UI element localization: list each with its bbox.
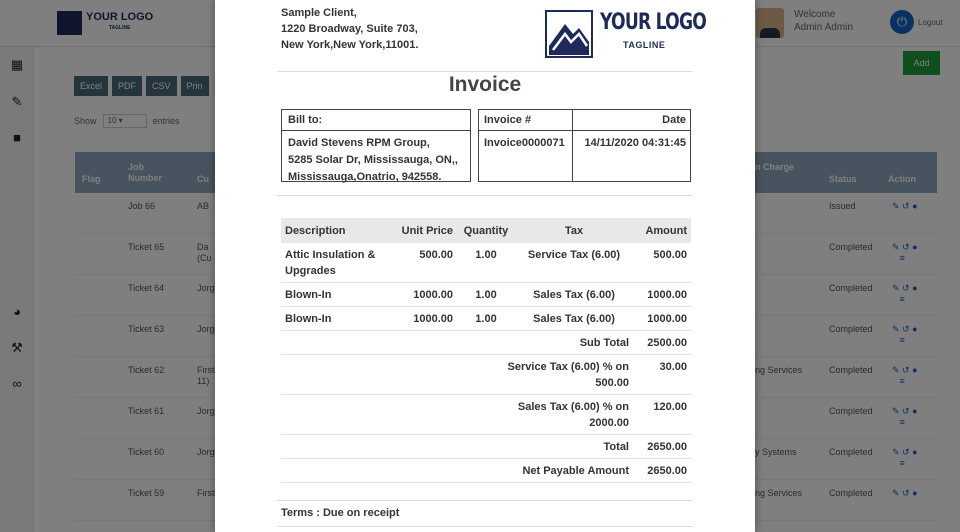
payment-terms: Terms : Due on receipt bbox=[281, 507, 400, 519]
item-unit-price: 500.00 bbox=[391, 243, 457, 283]
item-description: Attic Insulation & Upgrades bbox=[281, 243, 391, 283]
mountain-logo-icon bbox=[545, 10, 593, 58]
totals-row bbox=[281, 459, 691, 483]
invoice-number-label: Invoice # bbox=[484, 114, 532, 126]
item-amount: 1000.00 bbox=[633, 307, 691, 331]
invoice-title: Invoice bbox=[448, 73, 522, 96]
bill-to-line: 5285 Solar Dr, Mississauga, ON,, bbox=[288, 154, 458, 166]
col-amount: Amount bbox=[633, 218, 691, 243]
service-tax-label: Service Tax (6.00) % on 500.00 bbox=[457, 355, 633, 395]
service-tax-value: 30.00 bbox=[633, 355, 691, 395]
col-unit-price: Unit Price bbox=[391, 218, 457, 243]
bill-to-line: David Stevens RPM Group, bbox=[288, 137, 430, 149]
invoice-logo bbox=[545, 10, 707, 62]
item-amount: 1000.00 bbox=[633, 283, 691, 307]
sender-line: New York,New York,11001. bbox=[281, 39, 419, 51]
line-items-table bbox=[281, 218, 691, 483]
subtotal-value: 2500.00 bbox=[633, 331, 691, 355]
table-row bbox=[281, 243, 691, 283]
bill-to-heading: Bill to: bbox=[282, 110, 470, 131]
item-unit-price: 1000.00 bbox=[391, 283, 457, 307]
sender-address bbox=[281, 5, 418, 53]
table-row bbox=[281, 307, 691, 331]
invoice-document bbox=[277, 0, 707, 532]
logo-name: YOUR LOGO bbox=[600, 10, 707, 35]
invoice-modal bbox=[215, 0, 755, 532]
item-quantity: 1.00 bbox=[457, 283, 515, 307]
item-tax: Service Tax (6.00) bbox=[515, 243, 633, 283]
col-quantity: Quantity bbox=[457, 218, 515, 243]
invoice-info-box bbox=[478, 109, 691, 182]
net-payable-label: Net Payable Amount bbox=[457, 459, 633, 483]
divider bbox=[277, 526, 693, 527]
col-tax: Tax bbox=[515, 218, 633, 243]
net-payable-value: 2650.00 bbox=[633, 459, 691, 483]
invoice-date: 14/11/2020 04:31:45 bbox=[584, 137, 686, 149]
bill-to-line: Mississauga,Onatrio, 942558. bbox=[288, 171, 442, 183]
sales-tax-value: 120.00 bbox=[633, 395, 691, 435]
subtotal-label: Sub Total bbox=[457, 331, 633, 355]
totals-row bbox=[281, 395, 691, 435]
column-divider bbox=[572, 110, 573, 181]
totals-row bbox=[281, 435, 691, 459]
table-row bbox=[281, 283, 691, 307]
table-header-row bbox=[281, 218, 691, 243]
item-amount: 500.00 bbox=[633, 243, 691, 283]
item-unit-price: 1000.00 bbox=[391, 307, 457, 331]
sales-tax-label: Sales Tax (6.00) % on 2000.00 bbox=[457, 395, 633, 435]
item-quantity: 1.00 bbox=[457, 243, 515, 283]
total-label: Total bbox=[457, 435, 633, 459]
divider bbox=[277, 195, 693, 196]
item-tax: Sales Tax (6.00) bbox=[515, 283, 633, 307]
item-tax: Sales Tax (6.00) bbox=[515, 307, 633, 331]
col-description: Description bbox=[281, 218, 391, 243]
item-quantity: 1.00 bbox=[457, 307, 515, 331]
totals-row bbox=[281, 355, 691, 395]
logo-tagline: TAGLINE bbox=[623, 40, 666, 50]
sender-line: 1220 Broadway, Suite 703, bbox=[281, 23, 418, 35]
item-description: Blown-In bbox=[281, 307, 391, 331]
item-description: Blown-In bbox=[281, 283, 391, 307]
totals-row bbox=[281, 331, 691, 355]
sender-line: Sample Client, bbox=[281, 7, 357, 19]
bill-to-box bbox=[281, 109, 471, 182]
invoice-number: Invoice0000071 bbox=[484, 137, 565, 149]
date-label: Date bbox=[662, 114, 686, 126]
total-value: 2650.00 bbox=[633, 435, 691, 459]
divider bbox=[277, 500, 693, 501]
